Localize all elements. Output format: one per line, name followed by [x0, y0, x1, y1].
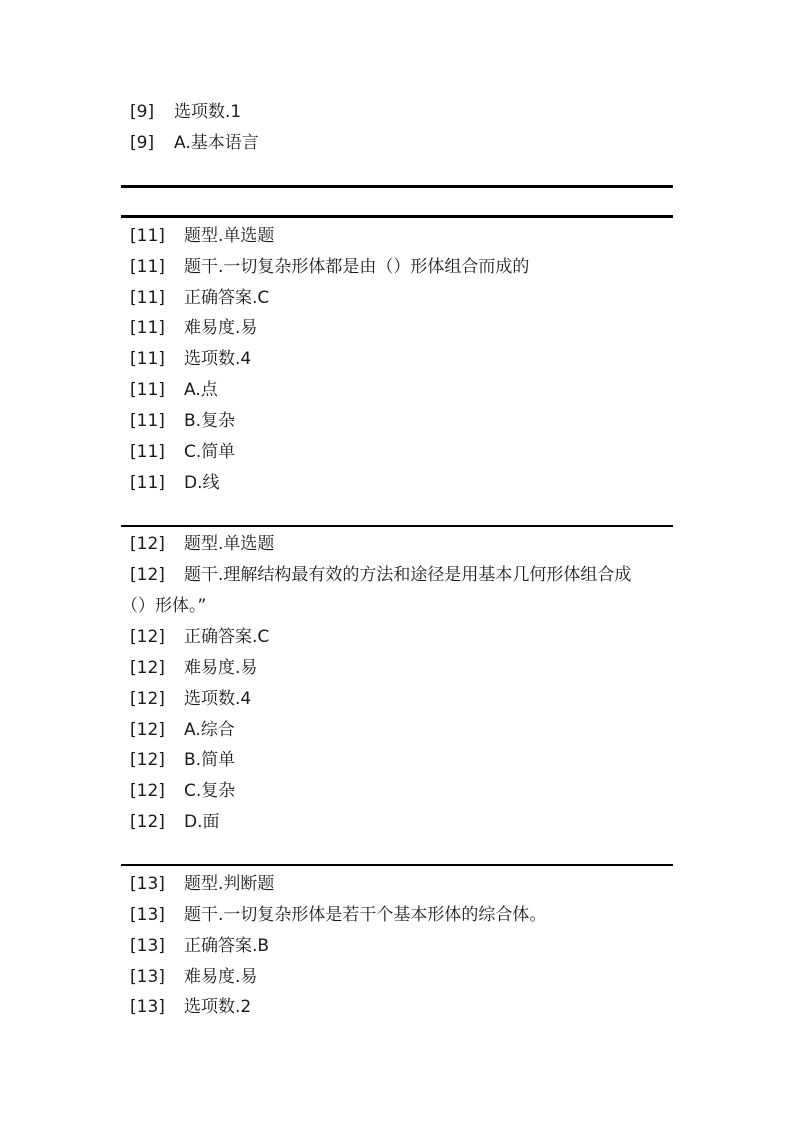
question-13-line [130, 873, 274, 895]
question-number: [11] [130, 473, 165, 493]
question-12-line [130, 657, 257, 679]
question-12-line [130, 749, 235, 771]
correct-answer: 正确答案.C [184, 627, 270, 647]
question-number: [11] [130, 257, 165, 277]
question-number: [13] [130, 874, 165, 894]
question-number: [11] [130, 411, 165, 431]
question-11-line [130, 256, 529, 278]
question-number: [12] [130, 689, 165, 709]
question-type: 题型.单选题 [184, 534, 275, 554]
question-number: [13] [130, 997, 165, 1017]
question-number: [12] [130, 627, 165, 647]
question-number: [12] [130, 565, 165, 585]
option-b: B.复杂 [184, 411, 236, 431]
difficulty: 难易度.易 [184, 658, 258, 678]
option-c: C.简单 [184, 442, 236, 462]
question-number: [12] [130, 812, 165, 832]
question-stem: 题干.理解结构最有效的方法和途径是用基本几何形体组合成 [184, 565, 632, 585]
section-divider [121, 185, 673, 188]
question-13-line [130, 935, 269, 957]
question-type: 题型.判断题 [184, 874, 275, 894]
question-stem: 题干.一切复杂形体是若干个基本形体的综合体。 [184, 905, 547, 925]
question-12-line [130, 811, 220, 833]
question-13-line [130, 996, 251, 1018]
section-divider [121, 864, 673, 866]
question-stem: 题干.一切复杂形体都是由（）形体组合而成的 [184, 257, 530, 277]
option-d: D.面 [184, 812, 220, 832]
question-stem-continuation: （）形体。” [121, 596, 207, 616]
question-number: [9] [130, 102, 155, 122]
question-number: [12] [130, 720, 165, 740]
question-12-line [130, 719, 235, 741]
question-11-line [130, 287, 269, 309]
question-11-line [130, 472, 220, 494]
difficulty: 难易度.易 [184, 967, 258, 987]
question-12-line [130, 533, 274, 555]
question-number: [11] [130, 226, 165, 246]
question-9-line-2 [130, 132, 259, 154]
question-type: 题型.单选题 [184, 226, 275, 246]
question-number: [13] [130, 905, 165, 925]
option-a: A.点 [184, 380, 218, 400]
correct-answer: 正确答案.B [184, 936, 270, 956]
option-d: D.线 [184, 473, 220, 493]
question-12-line [130, 564, 631, 586]
option-b: B.简单 [184, 750, 236, 770]
question-number: [12] [130, 534, 165, 554]
question-number: [11] [130, 442, 165, 462]
question-11-line [130, 379, 218, 401]
question-number: [12] [130, 658, 165, 678]
question-11-line [130, 317, 257, 339]
question-number: [12] [130, 750, 165, 770]
question-number: [13] [130, 936, 165, 956]
question-11-line [130, 410, 235, 432]
question-11-line [130, 225, 274, 247]
question-number: [11] [130, 380, 165, 400]
option-count: 选项数.4 [184, 689, 252, 709]
option-c: C.复杂 [184, 781, 236, 801]
correct-answer: 正确答案.C [184, 288, 270, 308]
option-count: 选项数.4 [184, 349, 252, 369]
difficulty: 难易度.易 [184, 318, 258, 338]
option-a: A.综合 [184, 720, 235, 740]
question-11-line [130, 441, 235, 463]
question-9-line-1 [130, 101, 241, 123]
question-number: [11] [130, 288, 165, 308]
question-13-line [130, 904, 546, 926]
question-11-line [130, 348, 251, 370]
question-12-line [130, 780, 235, 802]
question-13-line [130, 966, 257, 988]
question-12-line [130, 688, 251, 710]
question-12-line [130, 626, 269, 648]
question-number: [11] [130, 318, 165, 338]
question-number: [11] [130, 349, 165, 369]
line-text: 选项数.1 [174, 102, 242, 122]
section-divider [121, 525, 673, 527]
line-text: A.基本语言 [174, 133, 259, 153]
question-number: [9] [130, 133, 155, 153]
question-number: [12] [130, 781, 165, 801]
option-count: 选项数.2 [184, 997, 252, 1017]
question-number: [13] [130, 967, 165, 987]
section-divider [121, 215, 673, 218]
